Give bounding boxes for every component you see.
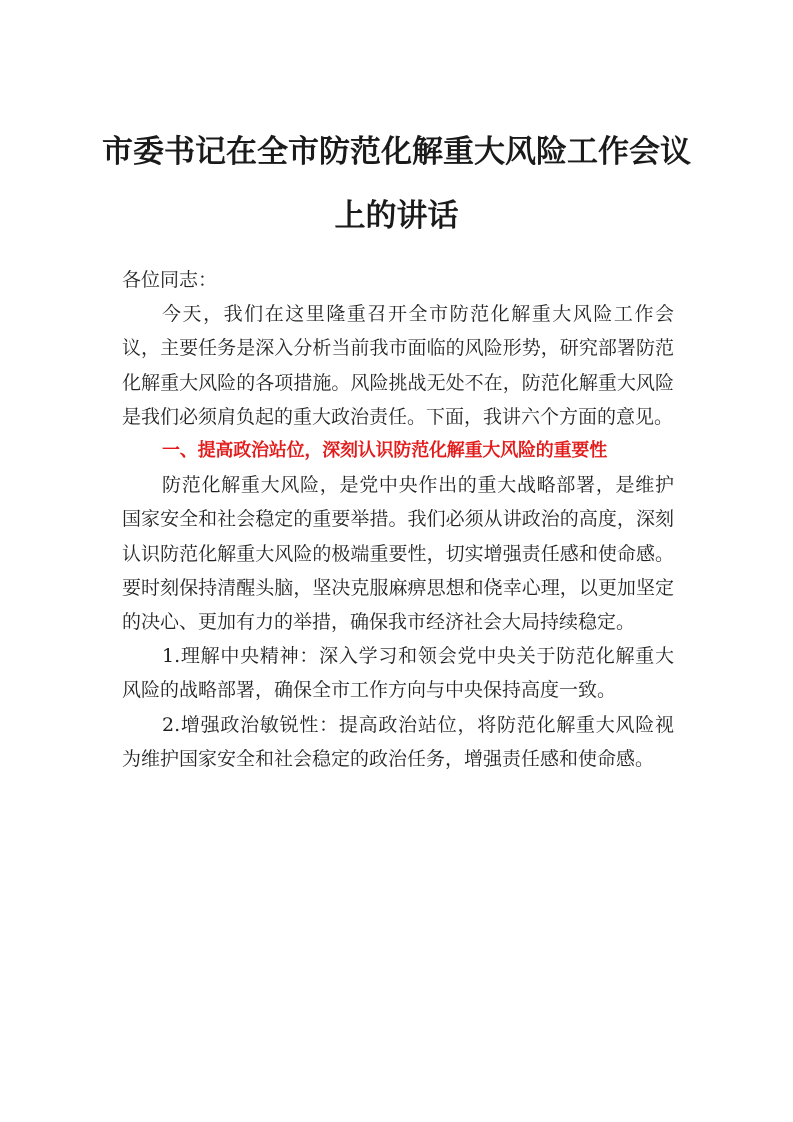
point-1-paragraph: 1.理解中央精神：深入学习和领会党中央关于防范化解重大风险的战略部署，确保全市工作方向与中央保持高度一致。 xyxy=(122,645,674,702)
document-title-line2: 上的讲话 xyxy=(334,198,459,234)
salutation: 各位同志： xyxy=(122,269,218,291)
document-body xyxy=(122,263,674,776)
section1-paragraph: 防范化解重大风险，是党中央作出的重大战略部署，是维护国家安全和社会稳定的重要举措。我们必须从讲政治的高度，深刻认识防范化解重大风险的极端重要性，切实增强责任感和使命感。要时刻保持清醒头脑，坚决克服麻痹思想和侥幸心理，以更加坚定的决心、更加有力的举措，确保我市经济社会大局持续稳定。 xyxy=(122,474,674,634)
intro-paragraph: 今天，我们在这里隆重召开全市防范化解重大风险工作会议，主要任务是深入分析当前我市面临的风险形势，研究部署防范化解重大风险的各项措施。风险挑战无处不在，防范化解重大风险是我们必须肩负起的重大政治责任。下面，我讲六个方面的意见。 xyxy=(122,303,674,428)
point-2-paragraph: 2.增强政治敏锐性：提高政治站位，将防范化解重大风险视为维护国家安全和社会稳定的政治任务，增强责任感和使命感。 xyxy=(122,713,674,770)
section-heading-1: 一、提高政治站位，深刻认识防范化解重大风险的重要性 xyxy=(162,440,607,462)
document-title-line1: 市委书记在全市防范化解重大风险工作会议 xyxy=(102,134,691,170)
